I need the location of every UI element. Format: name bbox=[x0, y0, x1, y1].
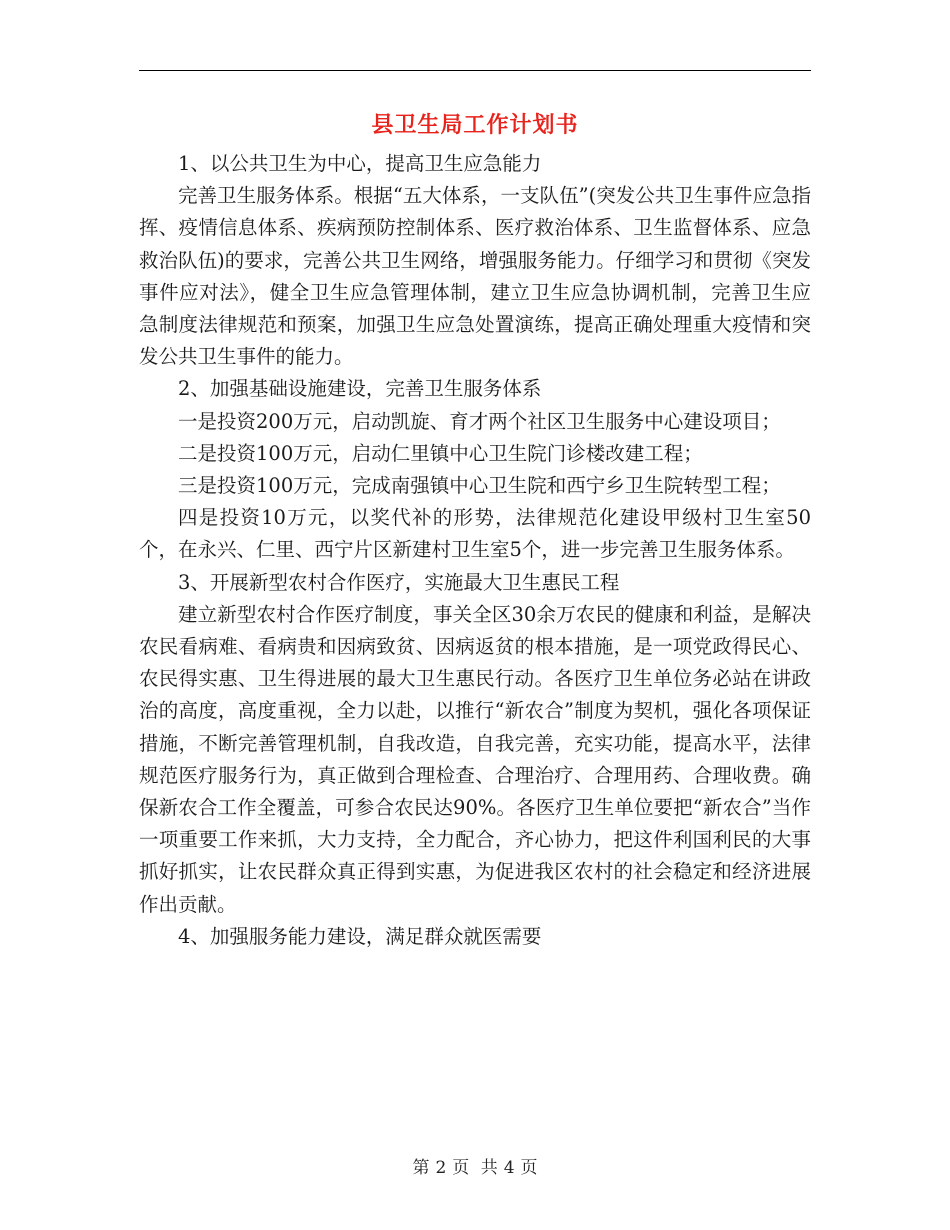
header-rule bbox=[139, 70, 811, 71]
document-body bbox=[139, 148, 811, 953]
section-heading-4: 4、加强服务能力建设，满足群众就医需要 bbox=[178, 924, 542, 948]
document-title: 县卫生局工作计划书 bbox=[371, 113, 579, 138]
paragraph: 建立新型农村合作医疗制度，事关全区30余万农民的健康和利益，是解决农民看病难、看病贵和因病致贫、因病返贫的根本措施，是一项党政得民心、农民得实惠、卫生得进展的最大卫生惠民行动。各医疗卫生单位务必站在讲政治的高度，高度重视，全力以赴，以推行“新农合”制度为契机，强化各项保证措施，不断完善管理机制，自我改造，自我完善，充实功能，提高水平，法律规范医疗服务行为，真正做到合理检查、合理治疗、合理用药、合理收费。确保新农合工作全覆盖，可参合农民达90%。各医疗卫生单位要把“新农合”当作一项重要工作来抓，大力支持，全力配合，齐心协力，把这件利国利民的大事抓好抓实，让农民群众真正得到实惠，为促进我区农村的社会稳定和经济进展作出贡献。 bbox=[139, 602, 811, 916]
footer-suffix: 页 bbox=[520, 1158, 538, 1178]
paragraph: 一是投资200万元，启动凯旋、育才两个社区卫生服务中心建设项目； bbox=[178, 409, 781, 433]
footer-current-page: 2 bbox=[435, 1158, 447, 1178]
paragraph: 完善卫生服务体系。根据“五大体系，一支队伍”(突发公共卫生事件应急指挥、疫情信息体系、疾病预防控制体系、医疗救治体系、卫生监督体系、应急救治队伍)的要求，完善公共卫生网络，增强服务能力。仔细学习和贯彻《突发事件应对法》，健全卫生应急管理体制，建立卫生应急协调机制，完善卫生应急制度法律规范和预案，加强卫生应急处置演练，提高正确处理重大疫情和突发公共卫生事件的能力。 bbox=[139, 184, 811, 369]
footer-total-pages: 4 bbox=[503, 1158, 515, 1178]
section-heading-1: 1、以公共卫生为中心，提高卫生应急能力 bbox=[178, 152, 542, 175]
page-footer bbox=[0, 1153, 950, 1178]
footer-prefix: 第 bbox=[412, 1158, 430, 1178]
paragraph: 二是投资100万元，启动仁里镇中心卫生院门诊楼改建工程； bbox=[178, 441, 703, 465]
section-heading-2: 2、加强基础设施建设，完善卫生服务体系 bbox=[178, 377, 542, 401]
paragraph: 四是投资10万元，以奖代补的形势，法律规范化建设甲级村卫生室50个，在永兴、仁里、西宁片区新建村卫生室5个，进一步完善卫生服务体系。 bbox=[139, 506, 811, 562]
paragraph: 三是投资100万元，完成南强镇中心卫生院和西宁乡卫生院转型工程； bbox=[178, 474, 781, 498]
section-heading-3: 3、开展新型农村合作医疗，实施最大卫生惠民工程 bbox=[178, 570, 620, 594]
footer-middle: 页 共 bbox=[452, 1158, 498, 1178]
